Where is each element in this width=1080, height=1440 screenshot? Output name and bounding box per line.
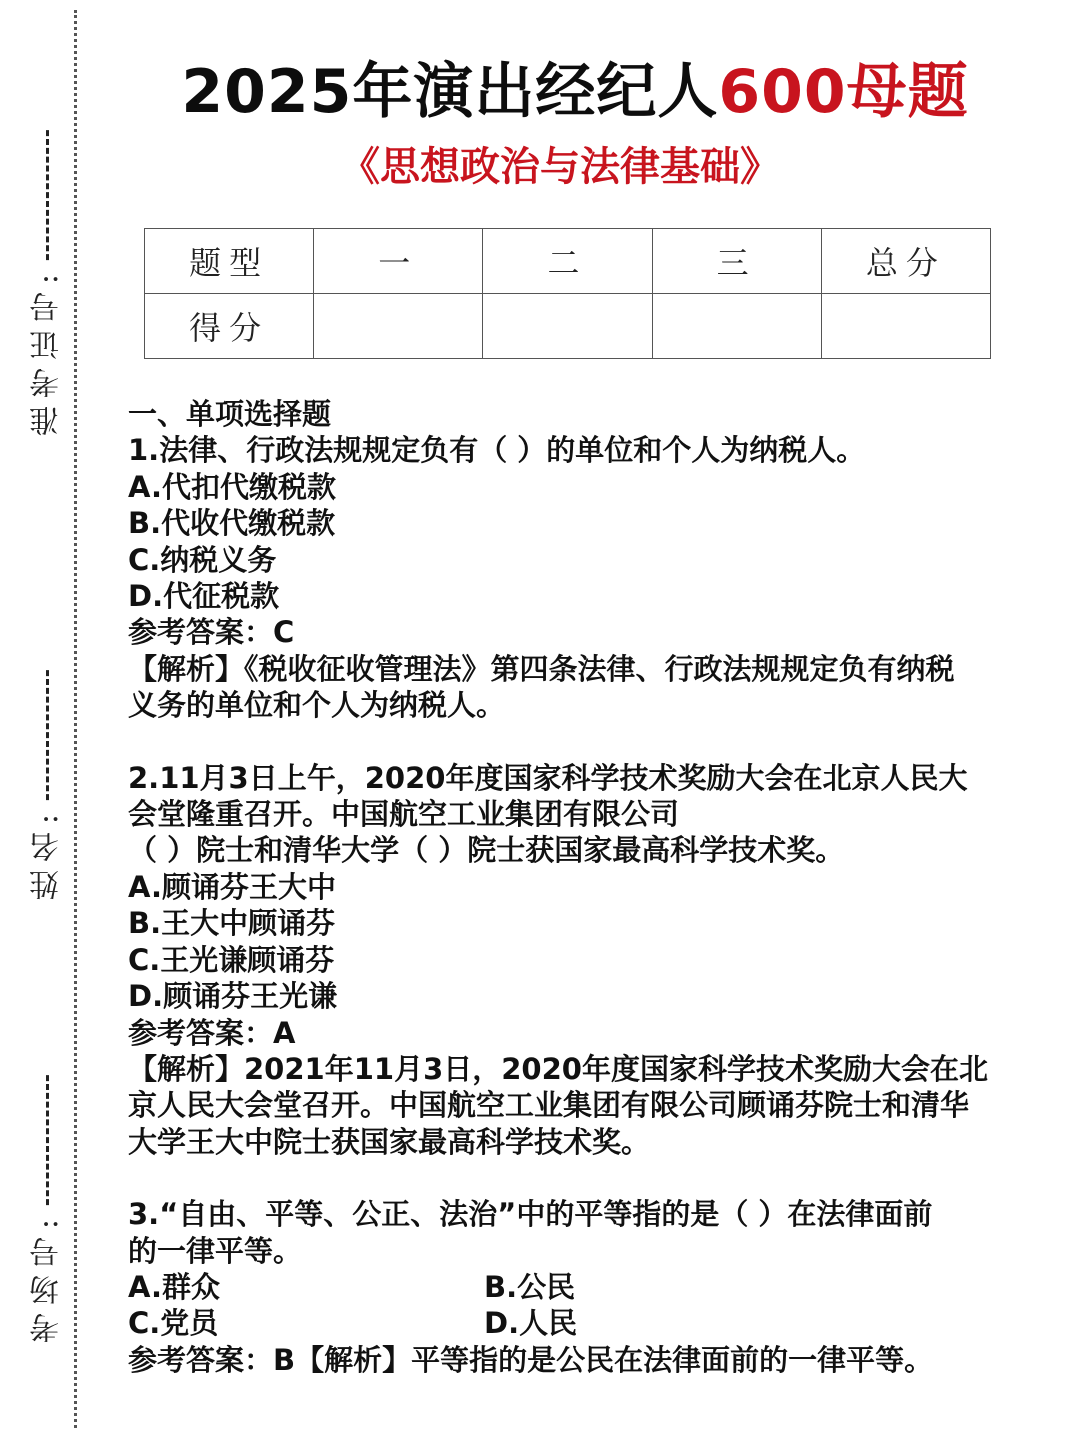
score-table-score-row (145, 294, 991, 359)
q1-stem: 1.法律、行政法规规定负有（ ）的单位和个人为纳税人。 (128, 433, 866, 468)
spacer (128, 724, 1018, 760)
room-label: 考场号: (30, 1211, 65, 1344)
q1-answer: 参考答案：C (128, 615, 295, 650)
spacer (128, 1160, 1018, 1196)
score-header-two: 二 (483, 229, 652, 294)
score-row-label: 得分 (145, 294, 314, 359)
q3-option-d: D.人民 (484, 1306, 578, 1341)
q1-option-a: A.代扣代缴税款 (128, 469, 336, 504)
section-heading: 一、单项选择题 (128, 397, 332, 431)
score-cell-two[interactable] (483, 294, 652, 359)
name-label: 姓名: (30, 806, 65, 901)
q2-stem-line-1: 2.11月3日上午，2020年度国家科学技术奖励大会在北京人民大 (128, 760, 968, 795)
name-blank-line (47, 670, 50, 800)
score-header-total: 总分 (821, 229, 990, 294)
q2-option-a: A.顾诵芬王大中 (128, 869, 336, 904)
title-main: 2025年演出经纪人 (181, 57, 719, 127)
q2-stem-line-3: （ ）院士和清华大学（ ）院士获国家最高科学技术奖。 (128, 833, 845, 868)
q2-analysis-line-1: 【解析】2021年11月3日，2020年度国家科学技术奖励大会在北 (128, 1051, 988, 1086)
q2-option-b: B.王大中顾诵芬 (128, 906, 336, 941)
q1-option-c: C.纳税义务 (128, 542, 277, 577)
score-table (144, 228, 991, 359)
question-content (128, 396, 1018, 1378)
q3-options-row-1 (128, 1269, 1018, 1305)
q3-options-row-2 (128, 1305, 1018, 1341)
q2-option-d: D.顾诵芬王光谦 (128, 979, 338, 1014)
page-subtitle: 《思想政治与法律基础》 (340, 144, 780, 190)
q3-stem-line-2: 的一律平等。 (128, 1233, 303, 1268)
binding-dotted-line (74, 10, 77, 1428)
side-label-name (28, 670, 68, 900)
q1-option-d: D.代征税款 (128, 579, 280, 614)
score-header-three: 三 (652, 229, 821, 294)
score-header-one: 一 (314, 229, 483, 294)
q2-analysis-line-3: 大学王大中院士获国家最高科学技术奖。 (128, 1124, 651, 1159)
title-accent: 600母题 (718, 57, 969, 127)
q2-analysis-line-2: 京人民大会堂召开。中国航空工业集团有限公司顾诵芬院士和清华 (128, 1088, 970, 1123)
room-blank-line (47, 1075, 50, 1205)
q3-option-a: A.群众 (128, 1269, 220, 1304)
q3-option-c: C.党员 (128, 1306, 219, 1341)
page-title (0, 44, 1080, 130)
q1-option-b: B.代收代缴税款 (128, 506, 336, 541)
side-label-room (28, 1075, 68, 1343)
q2-stem-line-2: 会堂隆重召开。中国航空工业集团有限公司 (128, 797, 680, 832)
q2-answer: 参考答案：A (128, 1015, 296, 1050)
score-cell-one[interactable] (314, 294, 483, 359)
q3-stem-line-1: 3.“自由、平等、公正、法治”中的平等指的是（ ）在法律面前 (128, 1197, 933, 1232)
q2-option-c: C.王光谦顾诵芬 (128, 942, 335, 977)
score-cell-total[interactable] (821, 294, 990, 359)
q1-analysis-line-1: 【解析】《税收征收管理法》第四条法律、行政法规规定负有纳税 (128, 651, 955, 686)
q3-answer-analysis: 参考答案：B【解析】平等指的是公民在法律面前的一律平等。 (128, 1342, 934, 1377)
score-table-header-row (145, 229, 991, 294)
q1-analysis-line-2: 义务的单位和个人为纳税人。 (128, 688, 506, 723)
q3-option-b: B.公民 (484, 1269, 576, 1304)
score-header-type: 题型 (145, 229, 314, 294)
exam-id-label: 准考证号: (30, 266, 65, 437)
score-cell-three[interactable] (652, 294, 821, 359)
